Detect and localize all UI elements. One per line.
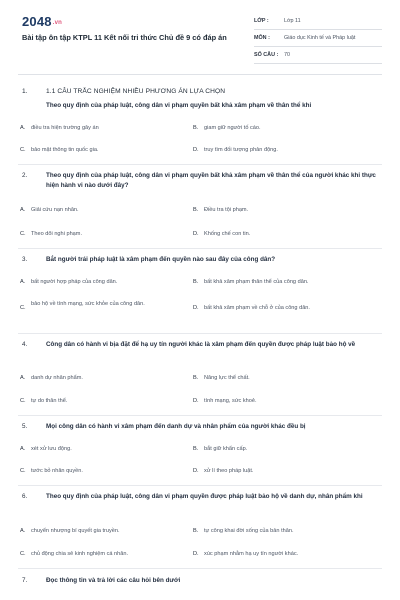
meta-row-class xyxy=(254,13,382,30)
option-letter: A. xyxy=(20,125,26,131)
option-a[interactable] xyxy=(20,206,171,214)
option-letter: A. xyxy=(20,446,26,452)
option-letter: C. xyxy=(20,398,26,404)
option-a[interactable] xyxy=(20,278,171,286)
section-number: 1. xyxy=(22,87,28,95)
option-letter: C. xyxy=(20,147,26,153)
question-text: Theo quy định của pháp luật, công dân vi phạm quyền bất khả xâm phạm về thân thể khi xyxy=(46,102,312,109)
option-d[interactable] xyxy=(193,304,364,312)
option-text: Khống chế con tin. xyxy=(204,231,251,237)
option-text: truy tìm đối tượng phản động. xyxy=(204,147,278,153)
question-4 xyxy=(18,340,382,350)
option-b[interactable] xyxy=(193,374,344,382)
option-text: chuyển nhượng bí quyết gia truyền. xyxy=(31,528,120,534)
section-heading xyxy=(18,82,382,100)
logo-text: 2048 xyxy=(22,14,52,29)
meta-row-subject xyxy=(254,30,382,47)
option-text: xử lí theo pháp luật. xyxy=(204,468,254,474)
option-letter: D. xyxy=(193,468,199,474)
option-text: bất khả xâm phạm về chỗ ở của công dân. xyxy=(204,305,310,311)
option-text: xúc phạm nhằm hạ uy tín người khác. xyxy=(204,551,299,557)
question-2 xyxy=(18,171,382,190)
meta-label: MÔN : xyxy=(254,35,270,41)
document-title: Bài tập ôn tập KTPL 11 Kết nối tri thức Chủ đề 9 có đáp án xyxy=(22,33,227,42)
question-number: 5. xyxy=(22,423,28,430)
question-text: Theo quy định của pháp luật, công dân vi phạm quyền được pháp luật bảo hộ về danh dự, nhân phẩm khi xyxy=(46,493,363,500)
site-logo[interactable] xyxy=(22,14,62,29)
question-text: Bắt người trái pháp luật là xâm phạm đến quyền nào sau đây của công dân? xyxy=(46,256,276,263)
question-text: Mọi công dân có hành vi xâm phạm đến danh dự và nhân phẩm của người khác đều bị xyxy=(46,423,306,430)
option-d[interactable] xyxy=(193,230,344,238)
meta-value: Giáo dục Kinh tế và Pháp luật xyxy=(284,35,356,41)
option-text: Theo dõi nghi phạm. xyxy=(31,231,82,237)
question-7 xyxy=(18,576,382,586)
option-text: Năng lực thể chất. xyxy=(204,375,250,381)
option-letter: A. xyxy=(20,279,26,285)
question-1 xyxy=(18,101,382,111)
option-a[interactable] xyxy=(20,527,191,535)
option-letter: C. xyxy=(20,551,26,557)
option-text: bắt giữ khẩn cấp. xyxy=(204,446,248,452)
option-letter: B. xyxy=(193,446,199,452)
option-letter: B. xyxy=(193,528,199,534)
option-text: giam giữ người tố cáo. xyxy=(204,125,261,131)
option-letter: B. xyxy=(193,279,199,285)
option-text: tước bỏ nhân quyền. xyxy=(31,468,83,474)
option-text: xét xử lưu động. xyxy=(31,446,72,452)
question-divider xyxy=(18,333,382,334)
option-c[interactable] xyxy=(20,550,191,558)
meta-table xyxy=(254,13,382,64)
question-divider xyxy=(18,568,382,569)
question-divider xyxy=(18,164,382,165)
option-b[interactable] xyxy=(193,124,344,132)
option-b[interactable] xyxy=(193,206,344,214)
option-d[interactable] xyxy=(193,467,344,475)
question-number: 2. xyxy=(22,172,28,179)
question-text: Theo quy định của pháp luật, công dân vi phạm quyền bất khả xâm phạm về thân thể của người khác khi thực hiện hành vi nào dưới đây? xyxy=(46,172,376,189)
option-letter: A. xyxy=(20,375,26,381)
option-a[interactable] xyxy=(20,445,171,453)
option-d[interactable] xyxy=(193,397,344,405)
option-b[interactable] xyxy=(193,527,364,535)
question-5 xyxy=(18,422,382,432)
logo-suffix: .vn xyxy=(52,20,63,26)
option-text: Điều tra tội phạm. xyxy=(204,207,249,213)
option-c[interactable] xyxy=(20,397,171,405)
question-6 xyxy=(18,492,382,502)
option-text: tự do thân thể. xyxy=(31,398,68,404)
question-divider xyxy=(18,415,382,416)
meta-value: Lớp 11 xyxy=(284,18,301,24)
option-c[interactable] xyxy=(20,467,171,475)
question-number: 4. xyxy=(22,341,28,348)
option-letter: D. xyxy=(193,231,199,237)
option-letter: C. xyxy=(20,305,26,311)
meta-label: LỚP : xyxy=(254,18,269,24)
option-letter: D. xyxy=(193,305,199,311)
option-letter: B. xyxy=(193,375,199,381)
meta-row-count xyxy=(254,47,382,64)
option-letter: C. xyxy=(20,231,26,237)
question-number: 7. xyxy=(22,577,28,584)
option-letter: D. xyxy=(193,147,199,153)
option-text: bảo mật thông tin quốc gia. xyxy=(31,147,99,153)
option-letter: D. xyxy=(193,398,199,404)
question-number: 3. xyxy=(22,256,28,263)
question-divider xyxy=(18,485,382,486)
option-letter: A. xyxy=(20,207,26,213)
option-letter: B. xyxy=(193,207,199,213)
option-letter: D. xyxy=(193,551,199,557)
question-3 xyxy=(18,255,382,265)
option-text: tính mạng, sức khoẻ. xyxy=(204,398,257,404)
option-c[interactable] xyxy=(20,146,171,154)
question-text: Đọc thông tin và trả lời các câu hỏi bên dưới xyxy=(46,577,181,584)
question-text: Công dân có hành vi bịa đặt để hạ uy tín người khác là xâm phạm đến quyền được pháp luật bảo hộ về xyxy=(46,341,356,348)
option-text: bất khả xâm phạm thân thể của công dân. xyxy=(204,279,309,285)
meta-label: SỐ CÂU : xyxy=(254,52,279,58)
option-text: Giải cứu nạn nhân. xyxy=(31,207,79,213)
option-b[interactable] xyxy=(193,445,344,453)
meta-value: 70 xyxy=(284,52,290,58)
option-text: danh dự nhân phẩm. xyxy=(31,375,83,381)
option-text: chủ động chia sẻ kinh nghiệm cá nhân. xyxy=(31,551,129,557)
option-b[interactable] xyxy=(193,278,364,286)
option-a[interactable] xyxy=(20,124,171,132)
option-d[interactable] xyxy=(193,550,364,558)
question-divider xyxy=(18,248,382,249)
header-divider xyxy=(18,74,382,75)
question-number xyxy=(18,101,46,111)
document-header xyxy=(0,0,400,72)
option-a[interactable] xyxy=(20,374,171,382)
option-letter: B. xyxy=(193,125,199,131)
section-title: 1.1 CÂU TRẮC NGHIỆM NHIỀU PHƯƠNG ÁN LỰA CHỌN xyxy=(46,87,226,95)
option-text: tự công khai đời sống của bản thân. xyxy=(204,528,294,534)
option-c[interactable] xyxy=(20,300,181,312)
option-text: bảo hộ về tính mạng, sức khỏe của công dân. xyxy=(31,301,145,307)
option-c[interactable] xyxy=(20,230,171,238)
option-text: bất người hợp pháp của công dân. xyxy=(31,279,118,285)
option-letter: A. xyxy=(20,528,26,534)
question-number: 6. xyxy=(22,493,28,500)
option-d[interactable] xyxy=(193,146,344,154)
option-letter: C. xyxy=(20,468,26,474)
option-text: điều tra hiện trường gây án xyxy=(31,125,99,131)
